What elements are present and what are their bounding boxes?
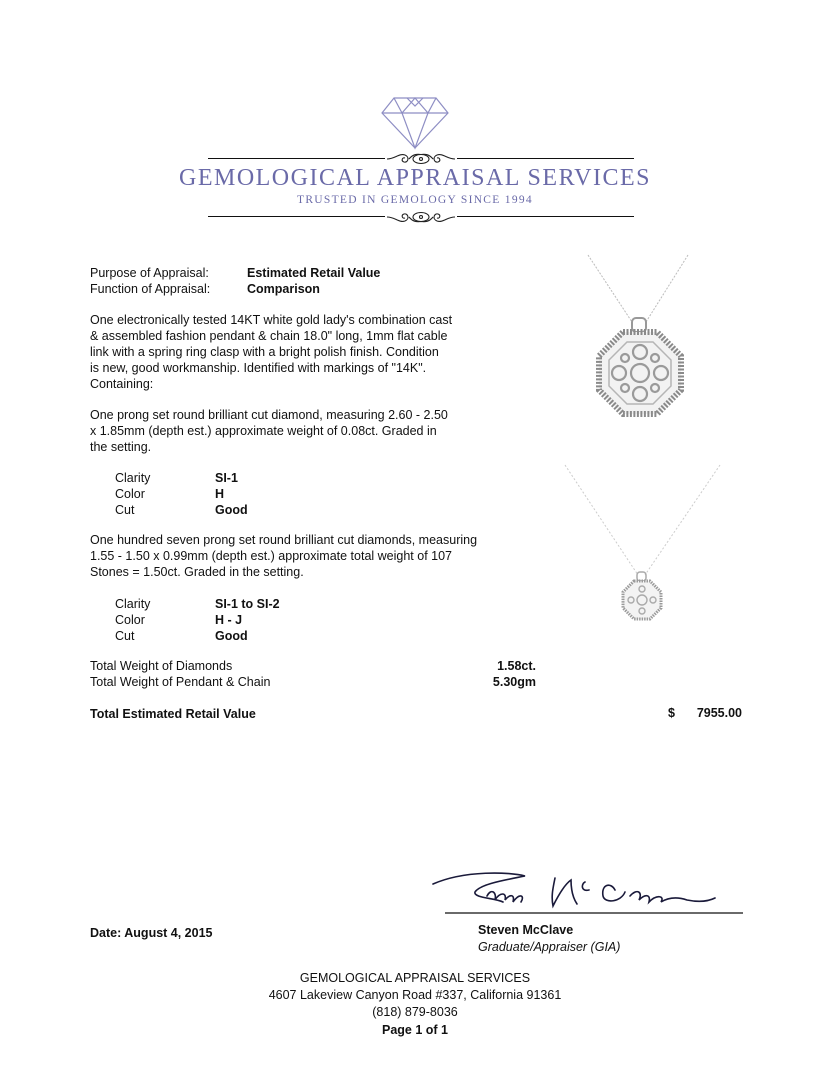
stone1-line: the setting. bbox=[90, 440, 152, 454]
header-bottom-rule bbox=[208, 216, 385, 217]
page-number: Page 1 of 1 bbox=[382, 1023, 448, 1037]
stone2-line: One hundred seven prong set round brilliant cut diamonds, measuring bbox=[90, 533, 478, 547]
stone2-clarity-label: Clarity bbox=[115, 597, 151, 611]
purpose-value: Estimated Retail Value bbox=[247, 266, 381, 280]
total-pendant-value: 5.30gm bbox=[492, 675, 536, 689]
company-tagline: TRUSTED IN GEMOLOGY SINCE 1994 bbox=[297, 194, 533, 206]
scroll-ornament-icon bbox=[385, 208, 457, 226]
stone2-line: Stones = 1.50ct. Graded in the setting. bbox=[90, 565, 304, 579]
description-line: Containing: bbox=[90, 377, 154, 391]
stone2-color-value: H - J bbox=[215, 613, 243, 627]
total-pendant-label: Total Weight of Pendant & Chain bbox=[90, 675, 271, 689]
description-line: & assembled fashion pendant & chain 18.0" long, 1mm flat cable bbox=[90, 329, 448, 343]
header-top-rule bbox=[208, 158, 385, 159]
footer-phone: (818) 879-8036 bbox=[372, 1005, 458, 1019]
total-diamonds-value: 1.58ct. bbox=[497, 659, 536, 673]
stone2-color-label: Color bbox=[115, 613, 145, 627]
stone1-clarity-label: Clarity bbox=[115, 471, 151, 485]
stone1-color-value: H bbox=[215, 487, 225, 501]
purpose-label: Purpose of Appraisal: bbox=[90, 266, 209, 280]
stone2-cut-value: Good bbox=[215, 629, 248, 643]
currency-symbol: $ bbox=[668, 706, 675, 720]
pendant-photo-small bbox=[560, 460, 730, 640]
pendant-photo-large bbox=[580, 250, 700, 455]
description-line: One electronically tested 14KT white gold lady's combination cast bbox=[90, 313, 453, 327]
item-description bbox=[90, 312, 530, 392]
function-value: Comparison bbox=[247, 282, 320, 296]
footer-address: 4607 Lakeview Canyon Road #337, California 91361 bbox=[268, 988, 562, 1002]
footer-company: GEMOLOGICAL APPRAISAL SERVICES bbox=[299, 971, 531, 985]
stone1-description bbox=[90, 407, 530, 455]
company-name: GEMOLOGICAL APPRAISAL SERVICES bbox=[178, 165, 651, 191]
stone2-clarity-value: SI-1 to SI-2 bbox=[215, 597, 280, 611]
stone1-cut-label: Cut bbox=[115, 503, 135, 517]
stone1-line: One prong set round brilliant cut diamond, measuring 2.60 - 2.50 bbox=[90, 408, 448, 422]
stone2-line: 1.55 - 1.50 x 0.99mm (depth est.) approximate total weight of 107 bbox=[90, 549, 453, 563]
stone2-description bbox=[90, 532, 540, 580]
total-retail-value: 7955.00 bbox=[696, 706, 742, 720]
description-line: is new, good workmanship. Identified with markings of "14K". bbox=[90, 361, 427, 375]
appraiser-name: Steven McClave bbox=[478, 923, 574, 937]
total-diamonds-label: Total Weight of Diamonds bbox=[90, 659, 233, 673]
stone2-cut-label: Cut bbox=[115, 629, 135, 643]
stone1-color-label: Color bbox=[115, 487, 145, 501]
total-retail-label: Total Estimated Retail Value bbox=[90, 707, 256, 721]
header-top-rule-right bbox=[457, 158, 634, 159]
appraiser-signature bbox=[425, 862, 745, 917]
diamond-outline-icon bbox=[380, 95, 450, 150]
stone1-clarity-value: SI-1 bbox=[215, 471, 238, 485]
appraisal-date: Date: August 4, 2015 bbox=[90, 926, 213, 940]
header-bottom-rule-right bbox=[457, 216, 634, 217]
description-line: link with a spring ring clasp with a bright polish finish. Condition bbox=[90, 345, 439, 359]
stone1-cut-value: Good bbox=[215, 503, 248, 517]
stone1-line: x 1.85mm (depth est.) approximate weight of 0.08ct. Graded in bbox=[90, 424, 437, 438]
function-label: Function of Appraisal: bbox=[90, 282, 211, 296]
appraiser-title: Graduate/Appraiser (GIA) bbox=[478, 940, 621, 954]
